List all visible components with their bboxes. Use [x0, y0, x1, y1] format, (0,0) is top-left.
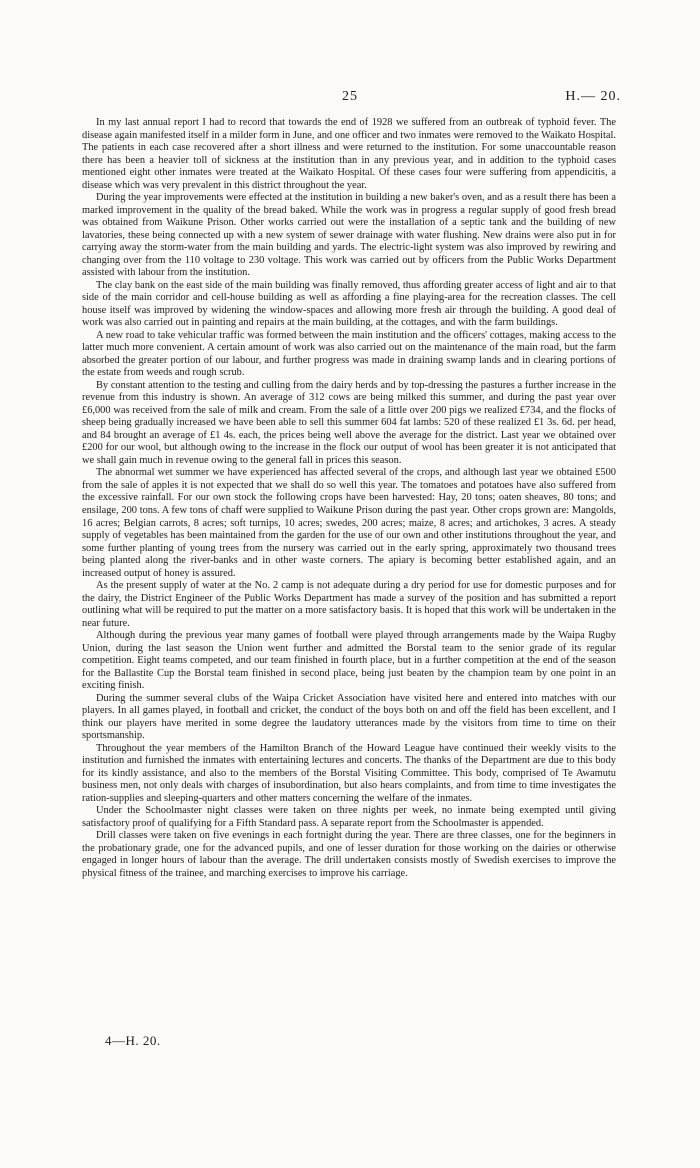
page-number: 25 — [342, 89, 358, 104]
paragraph-water-supply: As the present supply of water at the No. 2 camp is not adequate during a dry period for use for domestic purposes and for the dairy, the District Engineer of the Public Works Department has made a survey of the position and has submitted a report outlining what will be required to put the matter on a more satisfactory basis. It is hoped that this work will be undertaken in the near future. — [82, 580, 616, 629]
paragraph-football: Although during the previous year many games of football were played through arrangements made by the Waipa Rugby Union, during the last season the Union went further and admitted the Borstal team to the senior grade of its regular competition. Eight teams competed, and our team finished in fourth place, but in a further competition at the end of the season for the Ballastite Cup the Borstal team finished in second place, being just beaten by the champion team by one point in an exciting finish. — [82, 630, 616, 692]
paragraph-improvements: During the year improvements were effected at the institution in building a new baker's oven, and as a result there has been a marked improvement in the quality of the bread baked. While the work was in progress a regular supply of good fresh bread was obtained from Waikune Prison. Other works carried out were the installation of a septic tank and the building of new lavatories, these being connected up with a new system of sewer drainage with water flushing. New drains were also put in for carrying away the storm-water from the main building and yards. The electric-light system was also improved by rewiring and changing over from the 110 voltage to 230 voltage. This work was carried out by officers from the Public Works Department assisted with labour from the institution. — [82, 192, 616, 279]
paragraph-schoolmaster: Under the Schoolmaster night classes were taken on three nights per week, no inmate being exempted until giving satisfactory proof of qualifying for a Fifth Standard pass. A separate report from the Schoolmaster is appended. — [82, 805, 616, 829]
document-reference: H.— 20. — [565, 89, 621, 104]
page-signature: 4—H. 20. — [105, 1033, 161, 1048]
paragraph-dairy: By constant attention to the testing and culling from the dairy herds and by top-dressing the pastures a further increase in the revenue from this industry is shown. An average of 312 cows are being milked this summer, and during the past year over £6,000 was received from the sale of milk and cream. From the sale of a little over 200 pigs we realized £734, and the flocks of sheep being gradually increased we have been able to sell this summer 604 fat lambs: 520 of these realized £1 3s. 6d. per head, and 84 brought an average of £1 4s. each, the prices being well above the average for the district. Last year we obtained over £200 for our wool, but although owing to the increase in the flock our output of wool has been greater it is not anticipated that we shall gain much in revenue owing to the general fall in prices this season. — [82, 379, 616, 466]
paragraph-crops: The abnormal wet summer we have experienced has affected several of the crops, and although last year we obtained £500 from the sale of apples it is not expected that we shall do so well this year. The tomatoes and potatoes have also suffered from the excessive rainfall. For our own stock the following crops have been harvested: Hay, 20 tons; oaten sheaves, 80 tons; and ensilage, 200 tons. A few tons of chaff were supplied to Waikune Prison during the past year. Other crops grown are: Mangolds, 16 acres; Belgian carrots, 8 acres; soft turnips, 10 acres; swedes, 200 acres; maize, 8 acres; and artichokes, 3 acres. A steady supply of vegetables has been maintained from the garden for the use of our own and other institutions throughout the year, and some further planting of young trees from the nursery was carried out in the early spring, approximately two thousand trees being planted along the river-banks and in other waste corners. The apiary is becoming better established again, and an increased output of honey is assured. — [82, 467, 616, 579]
paragraph-howard-league: Throughout the year members of the Hamilton Branch of the Howard League have continued their weekly visits to the institution and furnished the inmates with entertaining lectures and concerts. The thanks of the Department are due to this body for its kindly assistance, and also to the members of the Borstal Visiting Committee. This body, comprised of Te Awamutu business men, not only deals with charges of insubordination, but also hears complaints, and from time to time investigates the ration-supplies and sleeping-quarters and other matters concerning the welfare of the inmates. — [82, 742, 616, 804]
report-body — [82, 117, 616, 880]
paragraph-new-road: A new road to take vehicular traffic was formed between the main institution and the officers' cottages, making access to the latter much more convenient. A certain amount of work was also carried out on the maintenance of the main road, but the farm absorbed the greater portion of our labour, and further progress was made in draining swamp lands and in clearing portions of the estate from weeds and rough scrub. — [82, 329, 616, 379]
paragraph-drill: Drill classes were taken on five evenings in each fortnight during the year. There are three classes, one for the beginners in the probationary grade, one for the advanced pupils, and one of lesser duration for those working on the dairies or otherwise engaged in longer hours of labour than the average. The drill undertaken consists mostly of Swedish exercises to improve the physical fitness of the trainee, and marching exercises to improve his carriage. — [82, 830, 616, 879]
paragraph-clay-bank: The clay bank on the east side of the main building was finally removed, thus affording greater access of light and air to that side of the main corridor and cell-house building as well as affording a fine playing-area for the recreation classes. The cell house itself was improved by widening the window-spaces and allowing more fresh air through the building. A good deal of work was also carried out in painting and repairs at the main building, at the cottages, and with the farm buildings. — [82, 279, 616, 329]
paragraph-cricket: During the summer several clubs of the Waipa Cricket Association have visited here and entered into matches with our players. In all games played, in football and cricket, the conduct of the boys both on and off the field has been excellent, and I think our players have merited in some degree the laudatory utterances made by the visitors from time to time on their sportsmanship. — [82, 692, 616, 742]
paragraph-typhoid: In my last annual report I had to record that towards the end of 1928 we suffered from an outbreak of typhoid fever. The disease again manifested itself in a milder form in June, and one officer and two inmates were removed to the Waikato Hospital. The patients in each case recovered after a short illness and were returned to the institution. For some unaccountable reason there has been a heavier toll of sickness at the institution than in any previous year, and in addition to the typhoid cases mentioned eight other inmates were treated at the Waikato Hospital. Of these cases four were suffering from appendicitis, a disease which was very prevalent in this district throughout the year. — [82, 117, 616, 191]
